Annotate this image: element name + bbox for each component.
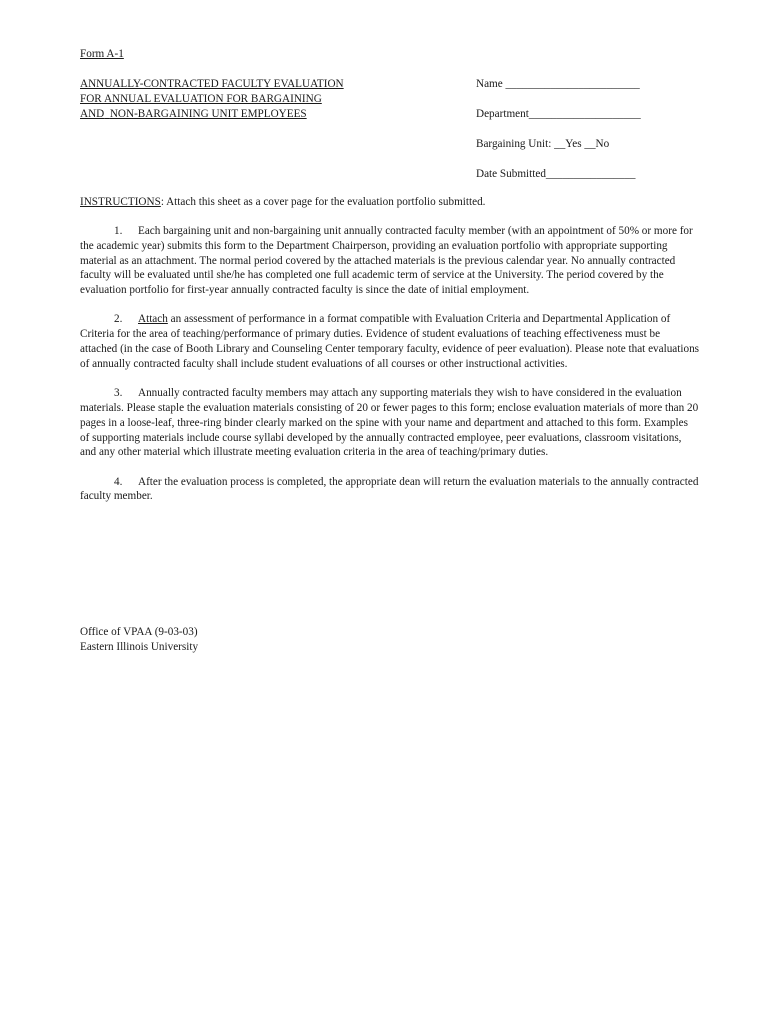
instruction-list [80, 224, 700, 519]
title-line-3-part-1: AND [80, 107, 105, 120]
title-line-2: FOR ANNUAL EVALUATION FOR BARGAINING [80, 92, 322, 105]
title-line-1: ANNUALLY-CONTRACTED FACULTY EVALUATION [80, 78, 344, 90]
date-submitted-field[interactable]: Date Submitted________________ [476, 168, 636, 180]
name-field[interactable]: Name ________________________ [476, 78, 640, 90]
item-lead: Attach [138, 313, 168, 326]
instructions-text: : Attach this sheet as a cover page for the evaluation portfolio submitted. [160, 196, 486, 208]
office-line: Office of VPAA (9-03-03) [80, 626, 198, 638]
item-number: 1. [114, 225, 123, 237]
item-number: 2. [114, 313, 123, 326]
item-number: 3. [114, 387, 123, 400]
instructions [80, 195, 700, 210]
list-item [80, 386, 700, 460]
department-field[interactable]: Department____________________ [476, 108, 641, 120]
title-line-3-part-2: NON-BARGAINING UNIT EMPLOYEES [109, 107, 307, 120]
list-item [80, 475, 700, 505]
bargaining-unit-field[interactable]: Bargaining Unit: __Yes __No [476, 138, 610, 150]
item-text: Each bargaining unit and non-bargaining unit annually contracted faculty member (with an appointment of 50% or more for the academic year) submits this form to the Department Chairperson, providing an evaluation portfolio with appropriate supporting material as an attachment. The normal period covered by the attached materials is the previous calendar year. No annually contracted faculty will be evaluated until she/he has completed one full academic term of service at the University. The period covered by the evaluation portfolio for first-year annually contracted faculty is since the date of initial employment. [80, 225, 693, 297]
footer [80, 625, 380, 655]
instructions-label: INSTRUCTIONS [80, 196, 161, 208]
item-text: After the evaluation process is completed, the appropriate dean will return the evaluation materials to the annually contracted faculty member. [80, 475, 699, 503]
list-item [80, 312, 700, 371]
list-item [80, 224, 700, 298]
title-line-3 [80, 107, 420, 122]
item-number: 4. [114, 475, 123, 488]
header-fields [476, 77, 716, 197]
form-title [80, 77, 420, 121]
item-text: an assessment of performance in a format compatible with Evaluation Criteria and Departmental Application of Criteria for the area of teaching/performance of primary duties. Evidence of student evaluations of teaching effectiveness must be attached (in the case of Booth Library and Counseling Center temporary faculty, evidence of peer evaluation). Please note that evaluations of annually contracted faculty shall include student evaluations of all courses or other instructional activities. [80, 313, 700, 370]
item-text: Annually contracted faculty members may attach any supporting materials they wish to have considered in the evaluation materials. Please staple the evaluation materials consisting of 20 or fewer pages to this form; enclose evaluation materials of more than 20 pages in a loose-leaf, three-ring binder clearly marked on the spine with your name and department and attached to this form. Examples of supporting materials include course syllabi developed by the annually contracted employee, peer evaluations, classroom visitations, and any other material which illustrate meeting evaluation criteria in the area of teaching/primary duties. [80, 387, 699, 459]
university-line: Eastern Illinois University [80, 640, 199, 653]
form-id: Form A-1 [80, 48, 124, 60]
